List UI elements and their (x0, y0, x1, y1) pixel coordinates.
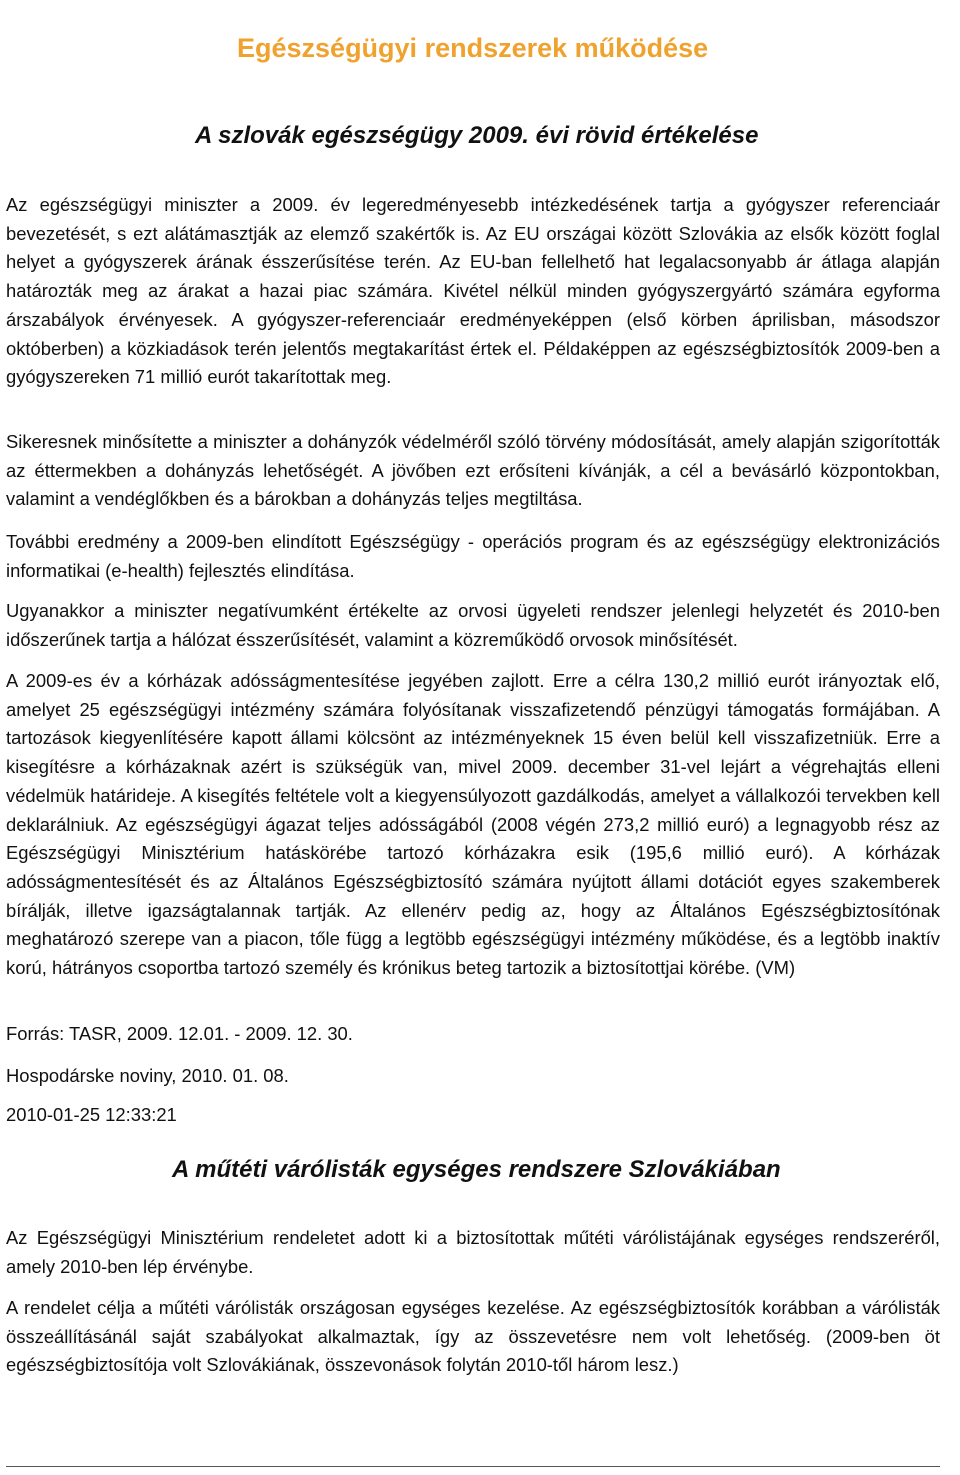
paragraph-smoking-law: Sikeresnek minősítette a miniszter a dohányzók védelméről szóló törvény módosítását, amely alapján szigorították az éttermekben a dohányzás lehetőségét. A jövőben ezt erősíteni kívánják, a cél a bevásárló központokban, valamint a vendéglőkben és a bárokban a dohányzás teljes megtiltása. (6, 431, 940, 510)
footer-divider (6, 1466, 940, 1467)
paragraph-drug-reference-price: Az egészségügyi miniszter a 2009. év legeredményesebb intézkedésének tartja a gyógyszer referenciaár bevezetését, s ezt alátámasztják az elemző szakértők is. Az EU országai között Szlovákia az elsők között foglal helyet a gyógyszerek árának ésszerűsítése terén. Az EU-ban fellelhető hat legalacsonyabb ár átlaga alapján határozták meg az árakat a hazai piac számára. Kivétel nélkül minden gyógyszergyártó számára egyforma árszabályok érvényesek. A gyógyszer-referenciaár eredményeképpen (első körben áprilisban, másodszor októberben) a közkiadások terén jelentős megtakarítást értek el. Példaképpen az egészségbiztosítók 2009-ben a gyógyszereken 71 millió eurót takarítottak meg. (6, 194, 940, 388)
paragraph-waiting-list-purpose: A rendelet célja a műtéti várólisták országosan egységes kezelése. Az egészségbiztosítók korábban a várólisták összeállításánál saját szabályokat alkalmaztak, így az összevetésre nem volt lehetőség. (2009-ben öt egészségbiztosítója volt Szlovákiának, összevonások folytán 2010-től három lesz.) (6, 1297, 940, 1376)
paragraph-ehealth-program: További eredmény a 2009-ben elindított Egészségügy - operációs program és az egészségügy elektronizációs informatikai (e-health) fejlesztés elindítása. (6, 531, 940, 581)
section-title-slovak-healthcare-2009: A szlovák egészségügy 2009. évi rövid értékelése (195, 122, 759, 149)
timestamp-line: 2010-01-25 12:33:21 (6, 1104, 177, 1125)
section-title-surgery-waiting-lists: A műtéti várólisták egységes rendszere Szlovákiában (172, 1156, 781, 1183)
publication-line: Hospodárske noviny, 2010. 01. 08. (6, 1065, 289, 1086)
source-line: Forrás: TASR, 2009. 12.01. - 2009. 12. 30. (6, 1023, 353, 1044)
paragraph-medical-on-call-system: Ugyanakkor a miniszter negatívumként értékelte az orvosi ügyeleti rendszer jelenlegi helyzetét és 2010-ben időszerűnek tartja a hálózat ésszerűsítését, valamint a közreműködő orvosok minősítését. (6, 600, 940, 650)
paragraph-waiting-list-decree: Az Egészségügyi Minisztérium rendeletet adott ki a biztosítottak műtéti várólistájának egységes rendszeréről, amely 2010-ben lép érvénybe. (6, 1227, 940, 1277)
paragraph-hospital-debt-relief: A 2009-es év a kórházak adósságmentesítése jegyében zajlott. Erre a célra 130,2 millió eurót irányoztak elő, amelyet 25 egészségügyi intézmény számára folyósítanak visszafizetendő pénzügyi támogatás formájában. A tartozások kiegyenlítésére kapott állami kölcsönt az intézményeknek 15 éven belül kell visszafizetniük. Erre a kisegítésre a kórházaknak azért is szükségük van, mivel 2009. december 31-vel lejárt a végrehajtás elleni védelmük határideje. A kisegítés feltétele volt a kiegyensúlyozott gazdálkodás, amelyet a vállalkozói tervekben kell deklarálniuk. Az egészségügyi ágazat teljes adósságából (2008 végén 273,2 millió euró) a legnagyobb rész az Egészségügyi Minisztérium hatáskörébe tartozó kórházakra esik (195,6 millió euró). A kórházak adósságmentesítését és az Általános Egészségbiztosító számára nyújtott állami dotációt egyes szakemberek bírálják, illetve igazságtalannak tartják. Az ellenérv pedig az, hogy az Általános Egészségbiztosítónak meghatározó szerepe van a piacon, tőle függ a legtöbb egészségügyi intézmény működése, és a legtöbb inaktív korú, hátrányos csoportba tartozó személy és krónikus beteg tartozik a biztosítottjai körébe. (VM) (6, 670, 940, 979)
document-title: Egészségügyi rendszerek működése (237, 33, 709, 63)
